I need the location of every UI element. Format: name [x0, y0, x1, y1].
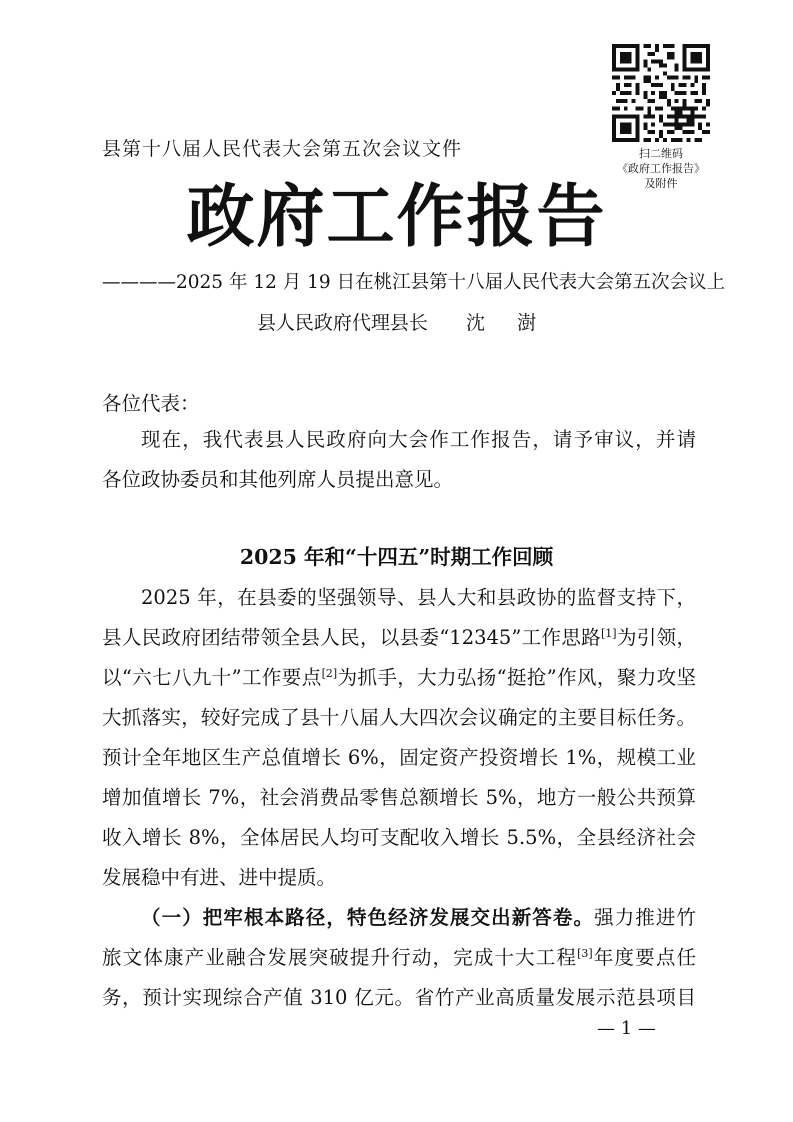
page-number: — 1 — — [597, 1018, 656, 1039]
author-line — [0, 308, 793, 335]
review-paragraph — [102, 578, 696, 898]
footnote-ref[interactable]: [2] — [321, 667, 338, 680]
footnote-ref[interactable]: [3] — [577, 947, 593, 960]
text-run: 为引领， — [616, 626, 696, 649]
paragraph-line — [102, 898, 696, 938]
intro-paragraph — [102, 420, 696, 500]
paragraph-line: 大抓落实，较好完成了县十八届人大四次会议确定的主要目标任务。 — [102, 706, 696, 729]
footnote-ref[interactable]: [1] — [601, 627, 617, 640]
paragraph-line: 2025 年，在县委的坚强领导、县人大和县政协的监督支持下， — [141, 586, 696, 609]
qr-caption-line: 及附件 — [644, 177, 678, 190]
qr-code — [612, 44, 710, 142]
greeting: 各位代表： — [102, 392, 200, 415]
point-one-paragraph — [102, 898, 696, 1018]
text-run: 旅文体康产业融合发展突破提升行动，完成十大工程 — [102, 946, 578, 969]
paragraph-line: 务，预计实现综合产值 310 亿元。省竹产业高质量发展示范县项目 — [102, 986, 696, 1009]
paragraph-line — [102, 658, 696, 698]
qr-caption-line: 《政府工作报告》 — [617, 162, 705, 175]
text-run: 强力推进竹 — [594, 906, 696, 929]
author-name-char: 澍 — [517, 312, 537, 334]
page-title: 政府工作报告 — [186, 178, 607, 257]
paragraph-line: 现在，我代表县人民政府向大会作工作报告，请予审议，并请 — [141, 428, 696, 451]
section-heading: 2025 年和“十四五”时期工作回顾 — [239, 545, 554, 569]
paragraph-line: 各位政协委员和其他列席人员提出意见。 — [102, 468, 454, 491]
qr-caption-line: 扫二维码 — [639, 147, 683, 160]
paragraph-line: 发展稳中有进、进中提质。 — [102, 866, 337, 889]
point-heading: （一）把牢根本路径，特色经济发展交出新答卷。 — [141, 906, 595, 929]
subtitle: ————2025 年 12 月 19 日在桃江县第十八届人民代表大会第五次会议上 — [102, 272, 726, 293]
text-run: 为抓手，大力弘扬“挺抢”作风，聚力攻坚 — [337, 666, 696, 689]
text-run: 县人民政府团结带领全县人民，以县委“12345”工作思路 — [102, 626, 602, 649]
author-name-char: 沈 — [465, 312, 485, 334]
text-run: 年度要点任 — [592, 946, 696, 969]
paragraph-line: 预计全年地区生产总值增长 6%，固定资产投资增长 1%，规模工业 — [102, 746, 696, 769]
author-role: 县人民政府代理县长 — [256, 312, 428, 334]
paragraph-line — [102, 618, 696, 658]
paragraph-line: 增加值增长 7%，社会消费品零售总额增长 5%，地方一般公共预算 — [102, 786, 696, 809]
document-label: 县第十八届人民代表大会第五次会议文件 — [102, 138, 463, 160]
text-run: 以“六七八九十”工作要点 — [102, 666, 322, 689]
paragraph-line: 收入增长 8%，全体居民人均可支配收入增长 5.5%，全县经济社会 — [102, 826, 696, 849]
paragraph-line — [102, 938, 696, 978]
